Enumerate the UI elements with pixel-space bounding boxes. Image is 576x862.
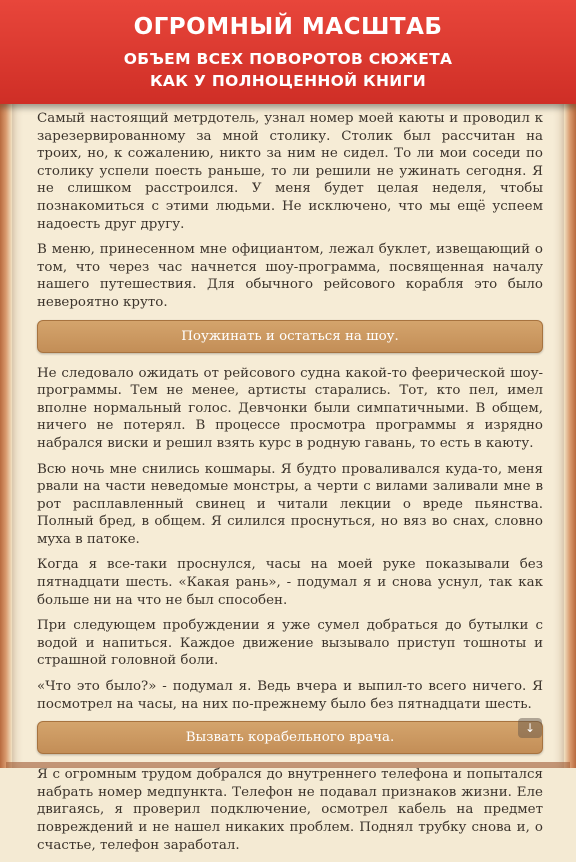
choice-button-call-doctor[interactable]: Вызвать корабельного врача.	[37, 721, 543, 754]
story-paragraph: «Что это было?» - подумал я. Ведь вчера и выпил-то всего ничего. Я посмотрел на часы, на них по-прежнему было без пятнадцати шесть.	[37, 679, 543, 712]
story-paragraph: При следующем пробуждении я уже сумел добраться до бутылки с водой и напиться. Каждое движение вызывало приступ тошноты и страшной головной боли.	[37, 618, 543, 669]
banner-subtitle-line2: КАК У ПОЛНОЦЕННОЙ КНИГИ	[149, 72, 427, 90]
story-paragraph: Не следовало ожидать от рейсового судна какой-то феерической шоу-программы. Тем не менее, артисты старались. Тот, кто пел, имел вполне нормальный голос. Девчонки были симпатичными. В общем, ничего не потерял. В процессе просмотра программы я изрядно набрался виски и решил взять курс в родную гавань, то есть в каюту.	[37, 365, 543, 451]
choice-button-dinner-show[interactable]: Поужинать и остаться на шоу.	[37, 320, 543, 353]
story-content[interactable]	[37, 110, 543, 862]
promo-banner	[0, 0, 576, 104]
story-paragraph: Всю ночь мне снились кошмары. Я будто проваливался куда-то, меня рвали на части неведомые монстры, а черти с вилами заливали мне в рот расплавленный свинец и читали лекции о вреде пьянства. Полный бред, в общем. Я силился проснуться, но вяз во снах, словно муха в патоке.	[37, 461, 543, 547]
arrow-down-icon[interactable]: ↓	[518, 718, 542, 738]
story-paragraph: В меню, принесенном мне официантом, лежал буклет, извещающий о том, что через час начнется шоу-программа, посвященная началу нашего путешествия. Для обычного рейсового корабля это было невероятно круто.	[37, 242, 543, 310]
banner-subtitle-line1: ОБЪЕМ ВСЕХ ПОВОРОТОВ СЮЖЕТА	[123, 50, 453, 68]
story-paragraph: Когда я все-таки проснулся, часы на моей руке показывали без пятнадцати шесть. «Какая рань», - подумал я и снова уснул, так как больше ни на что не был способен.	[37, 557, 543, 608]
story-paragraph: Самый настоящий метрдотель, узнал номер моей каюты и проводил к зарезервированному за мной столику. Столик был рассчитан на троих, но, к сожалению, никто за ним не сидел. То ли мои соседи по столику успели поесть раньше, то ли решили не ужинать сегодня. Я не слишком расстроился. У меня будет целая неделя, чтобы познакомиться с этими людьми. Не исключено, что мы ещё успеем надоесть друг другу.	[37, 111, 543, 232]
story-paragraph: Я с огромным трудом добрался до внутреннего телефона и попытался набрать номер медпункта. Телефон не подавал признаков жизни. Еле двигаясь, я проверил подключение, осмотрел кабель на предмет повреждений и не нашел никаких проблем. Поднял трубку снова и, о счастье, телефон заработал.	[37, 767, 543, 853]
banner-title: ОГРОМНЫЙ МАСШТАБ	[133, 14, 443, 40]
